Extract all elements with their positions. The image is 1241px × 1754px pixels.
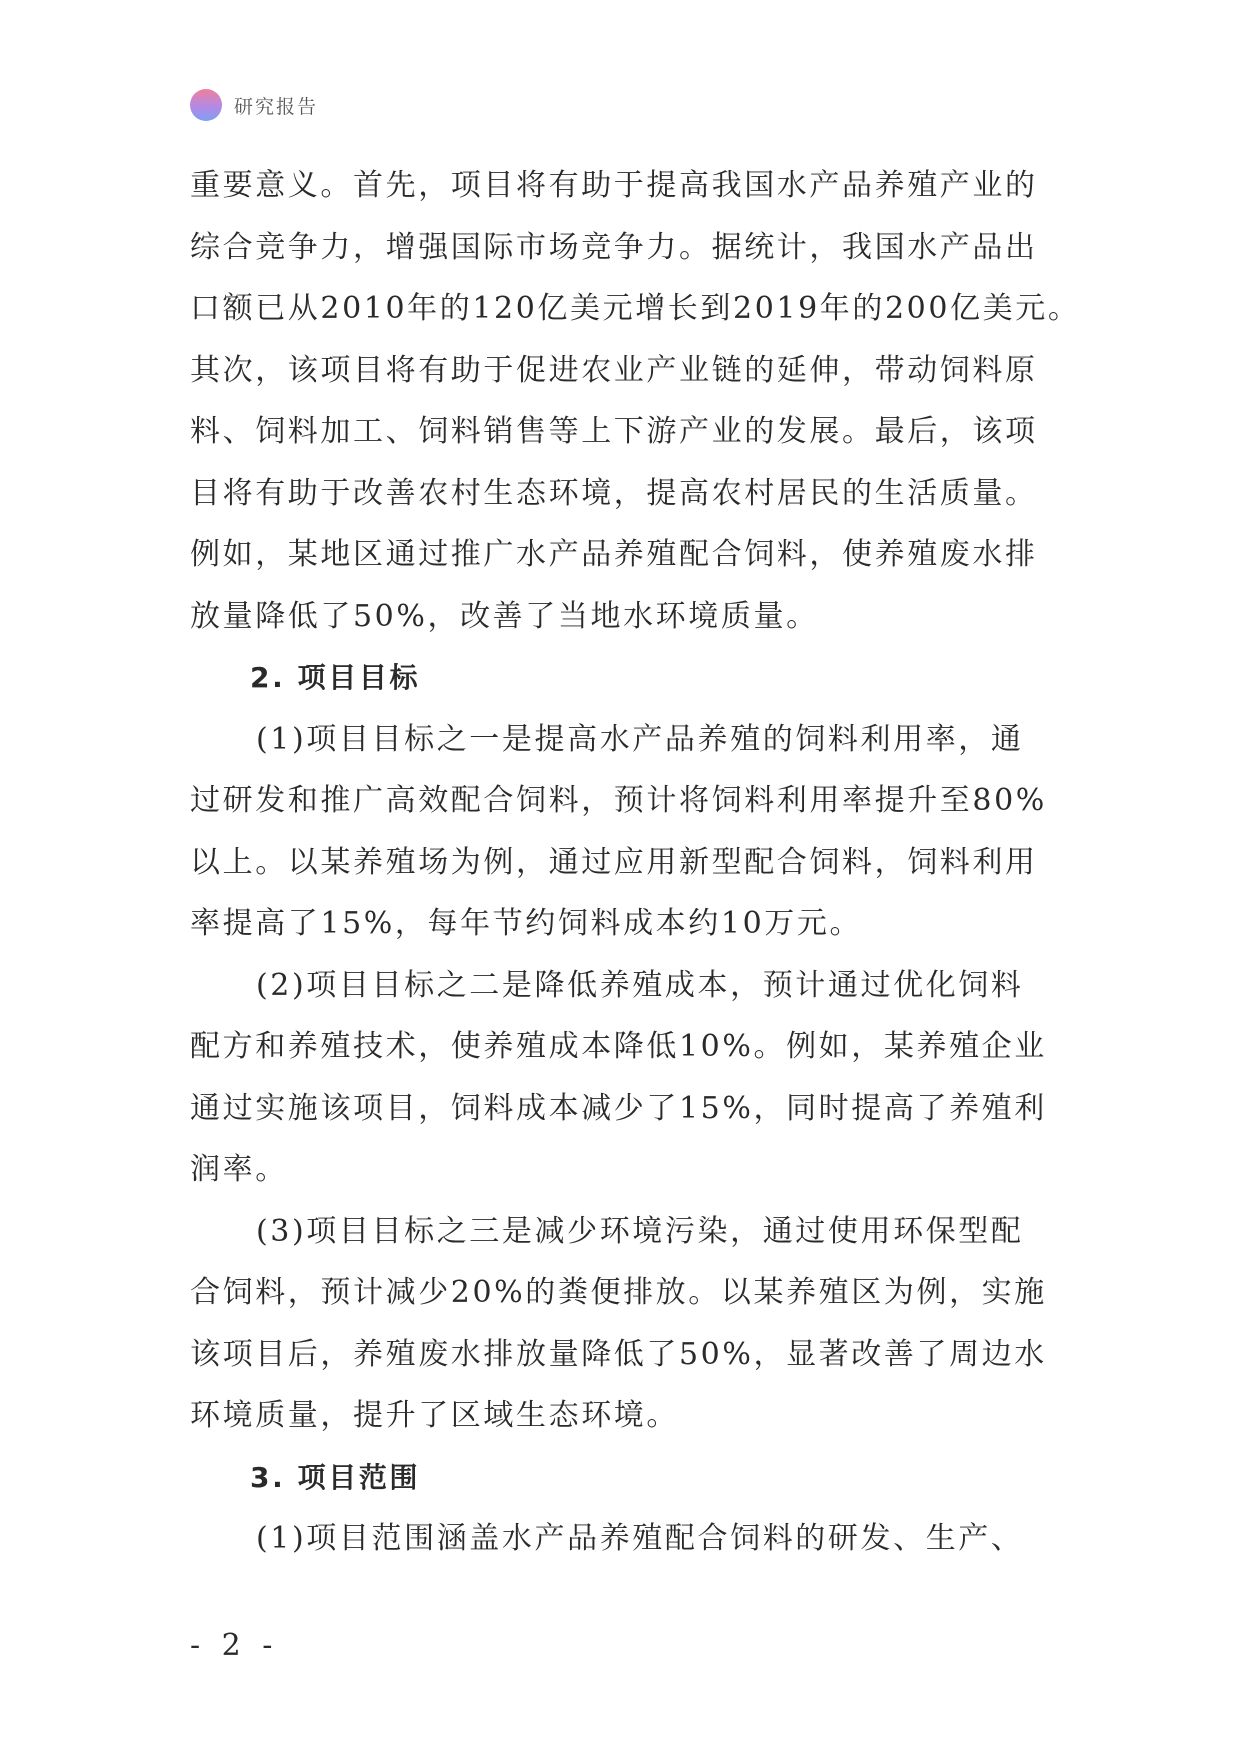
paragraph-line: 放量降低了50%，改善了当地水环境质量。	[190, 598, 819, 634]
page-number: - 2 -	[190, 1628, 279, 1663]
report-header	[190, 88, 318, 122]
section-heading-scope: 3. 项目范围	[250, 1460, 421, 1494]
paragraph-line: 重要意义。首先，项目将有助于提高我国水产品养殖产业的	[190, 168, 1038, 203]
paragraph-line: (1)项目范围涵盖水产品养殖配合饲料的研发、生产、	[256, 1521, 1024, 1556]
paragraph-line: 配方和养殖技术，使养殖成本降低10%。例如，某养殖企业	[190, 1029, 1047, 1064]
body-text	[190, 155, 1105, 1570]
paragraph-line: (3)项目目标之三是减少环境污染，通过使用环保型配	[256, 1213, 1024, 1249]
paragraph-line: 该项目后，养殖废水排放量降低了50%，显著改善了周边水	[190, 1336, 1047, 1372]
paragraph-line: 其次，该项目将有助于促进农业产业链的延伸，带动饲料原	[190, 352, 1038, 388]
paragraph-line: 例如，某地区通过推广水产品养殖配合饲料，使养殖废水排	[190, 537, 1038, 572]
paragraph-line: 综合竞争力，增强国际市场竞争力。据统计，我国水产品出	[190, 229, 1038, 265]
paragraph-line: 率提高了15%，每年节约饲料成本约10万元。	[190, 906, 863, 941]
paragraph-line: 过研发和推广高效配合饲料，预计将饲料利用率提升至80%	[190, 783, 1047, 818]
paragraph-line: 目将有助于改善农村生态环境，提高农村居民的生活质量。	[190, 475, 1038, 511]
paragraph-line: 以上。以某养殖场为例，通过应用新型配合饲料，饲料利用	[190, 844, 1038, 880]
paragraph-line: 润率。	[190, 1152, 288, 1187]
header-label: 研究报告	[234, 95, 319, 118]
paragraph-line: (1)项目目标之一是提高水产品养殖的饲料利用率，通	[256, 721, 1024, 757]
paragraph-line: 料、饲料加工、饲料销售等上下游产业的发展。最后，该项	[190, 414, 1038, 449]
paragraph-line: 合饲料，预计减少20%的粪便排放。以某养殖区为例，实施	[190, 1275, 1047, 1310]
paragraph-line: 环境质量，提升了区域生态环境。	[190, 1398, 679, 1433]
paragraph-line: 口额已从2010年的120亿美元增长到2019年的200亿美元。	[190, 291, 1081, 326]
logo-circle-icon	[190, 89, 222, 121]
paragraph-line: 通过实施该项目，饲料成本减少了15%，同时提高了养殖利	[190, 1090, 1047, 1126]
section-heading-goals: 2. 项目目标	[250, 661, 421, 694]
paragraph-line: (2)项目目标之二是降低养殖成本，预计通过优化饲料	[256, 967, 1024, 1003]
